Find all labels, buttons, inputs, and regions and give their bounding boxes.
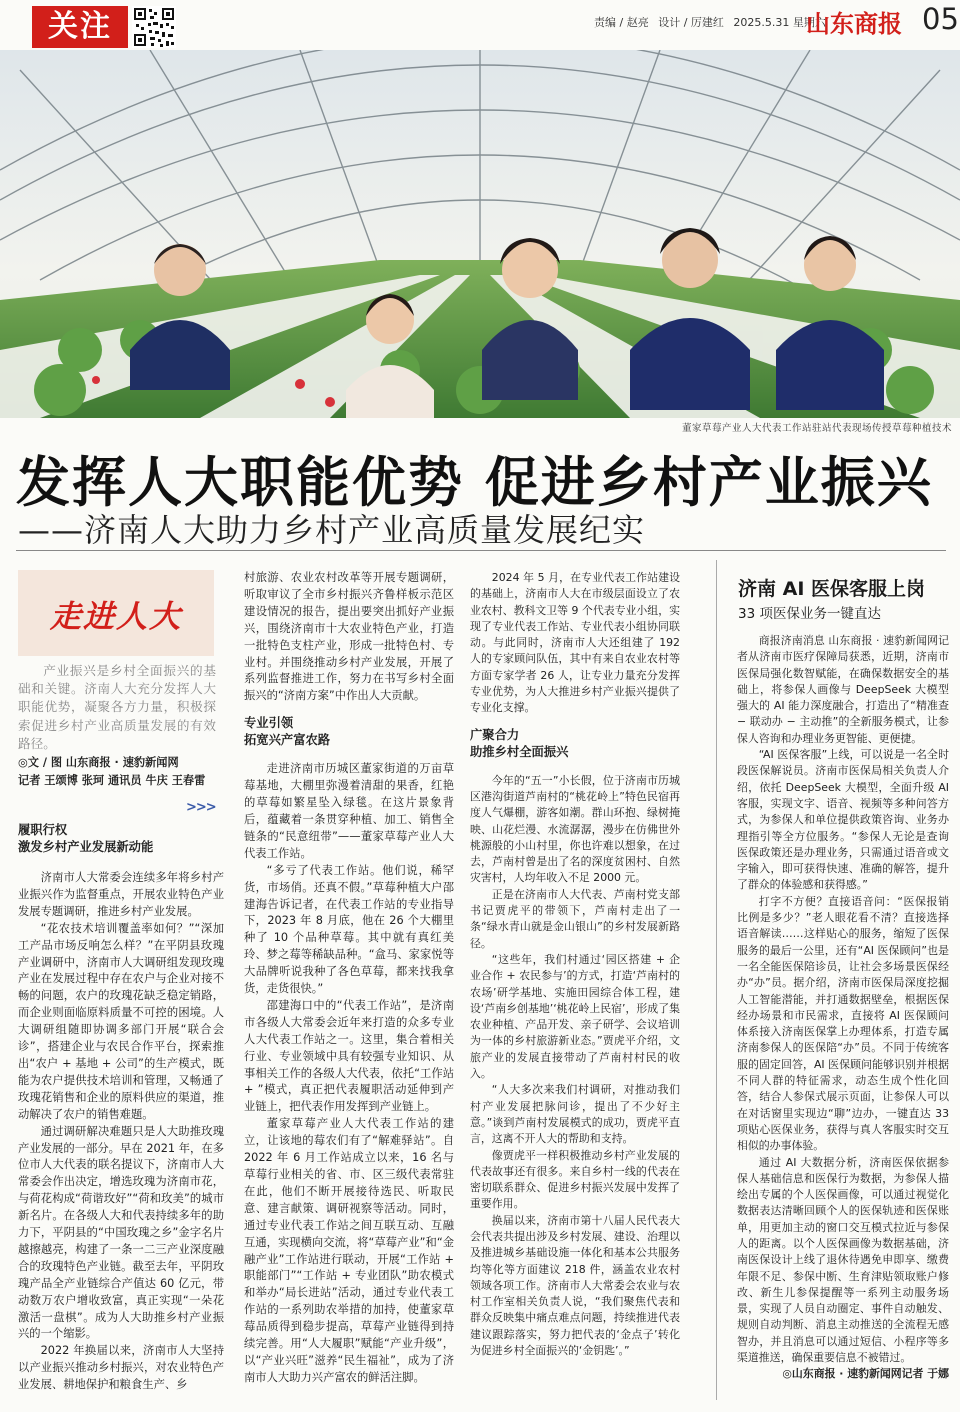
paragraph: 2024 年 5 月，在专业代表工作站建设的基础上，济南市人大在市级层面设立了农业农村、教科文卫等 9 个代表专业小组，实现了专业代表工作站、专业代表小组协同联动。与此同时，济南市人大还组建了 192 人的专家顾问队伍，其中有来自农业农村等方面专家学者 26 人，让专业力量充分发挥专业优势，为人大推进乡村产业振兴提供了专业化支撑。 — [470, 571, 680, 715]
intro-text: 产业振兴是乡村全面振兴的基础和关键。济南人大充分发挥人大职能优势，凝聚各方力量，积极探索促进乡村产业高质量发展的有效路径。 — [18, 663, 216, 751]
paragraph: 今年的“五一”小长假，位于济南市历城区港沟街道芦南村的“桃花岭上”特色民宿再度人气爆棚，游客如潮。群山环抱、绿树掩映、山花烂漫、水流潺潺，漫步在仿佛世外桃源般的小山村里，你也许难以想象，在过去，芦南村曾是出了名的深度贫困村、自然灾害村，人均年收入不足 2000 元。 — [470, 773, 680, 885]
section-3-title-b: 助推乡村全面振兴 — [470, 744, 569, 759]
article-intro — [18, 662, 216, 753]
byline-authors: 记者 王颂博 张珂 通讯员 牛庆 王春雷 — [18, 773, 206, 787]
article-column-3 — [470, 570, 680, 1359]
section-3-title-a: 广聚合力 — [470, 727, 520, 742]
paragraph: 邵建海口中的“代表工作站”，是济南市各级人大常委会近年来打造的众多专业人大代表工作站之一。这里，集合着相关行业、专业领域中具有较强专业知识、从事相关工作的各级人大代表，依托“工作站 + ”模式，真正把代表履职活动延伸到产业链上，把代表作用发挥到产业链上。 — [244, 998, 454, 1114]
paragraph: 打字不方便？直接语音问：“医保报销比例是多少？”老人眼花看不清？直接选择语音解读……这样贴心的服务，缩短了医保服务的最后一公里，还有“AI 医保顾问”也是一名全能医保陪诊员，让社会多场景医保经办“办”员。据介绍，济南市医保局深度挖掘人工智能潜能，并打通数据壁垒，根据医保经办场景和市民需求，直接将 AI 医保顾问体系接入济南医保掌上办理体系，打造专属济南参保人的医保陪“办”员。不同于传统客服的固定回答，AI 医保顾问能够识别并根据不同人群的特征需求，动态生成个性化回答，结合人参保式展示页面，让参保人可以在对话窗里实现边“聊”边办，一键直达 33 项贴心医保业务，获得与真人客服实时交互相似的办事体验。 — [737, 894, 949, 1153]
paragraph: “AI 医保客服”上线，可以说是一名全时段医保解说员。济南市医保局相关负责人介绍，依托 DeepSeek 大模型，全面升级 AI 客服，实现文字、语音、视频等多种问答方式，为参保人和单位提供政策咨询、业务办理指引等全方位服务。“参保人无论是查询医保政策还是办理业务，只需通过语音或文字输入，即可获得快速、准确的解答，提升了群众的体验感和获得感。” — [737, 748, 949, 892]
column-badge-label: 走进人大 — [50, 598, 182, 635]
greenhouse-photo — [0, 50, 960, 418]
side-article-body — [737, 633, 949, 1383]
continue-arrows-icon: >>> — [186, 800, 216, 815]
paragraph: “多亏了代表工作站。他们说，稀罕货，市场俏。还真不假。”草莓种植大户邵建海告诉记者，在代表工作站的专业指导下，2023 年 8 月底，他在 26 个大棚里种了 10 个品种草莓。其中就有真红美玲、梦之莓等稀缺品种。“盒马、家家悦等大品牌听说我种了各色草莓，都来找我拿货，走货很快。” — [244, 863, 454, 996]
divider — [16, 550, 946, 551]
paragraph: 换届以来，济南市第十八届人民代表大会代表共提出涉及乡村发展、建设、治理以及推进城乡基础设施一体化和基本公共服务均等化等方面建议 218 件，涵盖农业农村领域各项工作。济南市人大常委会农业与农村工作室相关负责人说，“我们聚焦代表和群众反映集中痛点难点问题，持续推进代表建议跟踪落实，努力把代表的‘金点子’转化为促进乡村全面振兴的‘金钥匙’。” — [470, 1213, 680, 1358]
paragraph: “人大多次来我们村调研，对推动我们村产业发展把脉问诊，提出了不少好主意。”谈到芦南村发展模式的成功，贾虎平直言，这离不开人大的帮助和支持。 — [470, 1083, 680, 1146]
subheadline: ——济南人大助力乡村产业高质量发展纪实 — [18, 511, 646, 549]
section-1-title-b: 激发乡村产业发展新动能 — [18, 840, 154, 854]
paragraph: 走进济南市历城区董家街道的万亩草莓基地，大棚里弥漫着清甜的果香，红艳的草莓如繁星坠入绿毯。在这片景象背后，蕴藏着一条贯穿种植、加工、销售全链条的“民意纽带”——董家草莓产业人大代表工作站。 — [244, 762, 454, 860]
column-badge — [18, 570, 214, 656]
side-article-signature: ◎山东商报 · 速豹新闻网记者 于娜 — [782, 1367, 949, 1381]
paper-name: 山东商报 — [806, 10, 902, 38]
page-meta — [594, 14, 832, 30]
paragraph: 济南市人大常委会连续多年将乡村产业振兴作为监督重点，开展农业特色产业发展专题调研，推进乡村产业发展。 — [18, 871, 224, 918]
byline-source: ◎文 / 图 山东商报 · 速豹新闻网 — [18, 756, 179, 769]
paragraph: 商报济南消息 山东商报 · 速豹新闻网记者从济南市医疗保障局获悉，近期，济南市医保局强化数智赋能，在确保数据安全的基础上，将参保人画像与 DeepSeek 大模型强大的 AI 能力深度融合，打造出了“精准查 − 联动办 − 主动推”的全新服务模式，让参保人咨询和办理业务更智能、更便捷。 — [737, 634, 949, 745]
paragraph: 正是在济南市人大代表、芦南村党支部书记贾虎平的带领下，芦南村走出了一条“绿水青山就是金山银山”的乡村发展新路径。 — [470, 887, 680, 950]
paragraph: 2022 年换届以来，济南市人大坚持以产业振兴推动乡村振兴，对农业特色产业发展、耕地保护和粮食生产、乡 — [18, 1344, 224, 1392]
paragraph: “这些年，我们村通过‘园区搭建 + 企业合作 + 农民参与’的方式，打造‘芦南村的农场’研学基地、实施田园综合体工程，建设‘芦南乡创基地’‘桃花岭上民宿’，形成了集农业种植、产品开发、亲子研学、会议培训为一体的乡村旅游新业态。”贾虎平介绍，文旅产业的发展直接带动了芦南村村民的收入。 — [470, 952, 680, 1081]
issue-date: 2025.5.31 星期六 — [733, 16, 826, 29]
section-tag: 关注 — [32, 6, 128, 48]
headline: 发挥人大职能优势 促进乡村产业振兴 — [16, 451, 933, 514]
section-1-title-a: 履职行权 — [18, 823, 68, 837]
section-2-title-b: 拓宽兴产富农路 — [244, 733, 331, 748]
editor-credit: 责编 / 赵亮 — [594, 16, 649, 29]
paragraph: 通过 AI 大数据分析，济南医保依据参保人基础信息和医保行为数据，为参保人描绘出专属的个人医保画像，可以通过视觉化数据表达清晰回顾个人的医保轨迹和医保账单，用更加主动的窗口交互模式拉近与参保人的距离。以个人医保画像为数据基础，济南医保设计上线了退休待遇免申即享、缴费年限不足、参保中断、生育津贴领取账户修改、新生儿参保提醒等一系列主动服务场景，实现了人员自动圈定、事件自动触发、规则自动判断、消息主动推送的全流程无感智办，并且消息可以通过短信、小程序等多渠道推送，确保重要信息不被错过。 — [737, 1155, 949, 1365]
article-column-2 — [244, 570, 454, 1387]
byline — [18, 754, 222, 789]
paragraph: 村旅游、农业农村改革等开展专题调研，听取审议了全市乡村振兴齐鲁样板示范区建设情况的报告，提出要突出抓好产业振兴，围绕济南市十大农业特色产业，打造一批特色支柱产业，形成一批特色村、专业村。并围绕推动乡村产业发展，开展了系列监督推进工作，努力在书写乡村全面振兴的“济南方案”中作出人大贡献。 — [244, 571, 454, 703]
design-credit: 设计 / 厉建红 — [658, 16, 724, 29]
page-number: 05 — [922, 2, 959, 36]
qr-code-icon — [132, 6, 176, 48]
section-2-title-a: 专业引领 — [244, 716, 294, 731]
paragraph: “花农技术培训覆盖率如何？”“深加工产品市场反响怎么样？”在平阴县玫瑰产业调研中，济南市人大调研组发现玫瑰产业在发展过程中存在农户与企业对接不畅的问题，农户的玫瑰花缺乏稳定销路，而企业则面临原料质量不可控的困境。人大调研组随即协调多部门开展“联合会诊”，搭建企业与农民合作平台，探索推出“农户 + 基地 + 公司”的生产模式，既能为农户提供技术培训和管理，又畅通了玫瑰花销售和企业的原料供应的渠道，推动解决了农户的销售难题。 — [18, 921, 224, 1121]
column-divider — [716, 560, 717, 1400]
photo-caption: 董家草莓产业人大代表工作站驻站代表现场传授草莓种植技术 — [681, 423, 952, 434]
side-article-subtitle: 33 项医保业务一键直达 — [738, 606, 881, 622]
paragraph: 像贾虎平一样积极推动乡村产业发展的代表故事还有很多。来自乡村一线的代表在密切联系群众、促进乡村振兴发展中发挥了重要作用。 — [470, 1148, 680, 1211]
paragraph: 通过调研解决难题只是人大助推玫瑰产业发展的一部分。早在 2021 年，在多位市人大代表的联名提议下，济南市人大常委会作出决定，增选玫瑰为济南市花，与荷花构成“荷谐玫好”“荷和玫美”的城市新名片。在各级人大和代表持续多年的助力下，平阴县的“中国玫瑰之乡”金字名片越擦越亮，构建了一条一二三产业深度融合的玫瑰特色产业链。截至去年，平阴玫瑰产品全产业链综合产值达 60 亿元，带动数万农户增收致富，真正实现“一朵花激活一盘棋”。成为人大助推乡村产业振兴的一个缩影。 — [18, 1124, 224, 1341]
side-article-title: 济南 AI 医保客服上岗 — [738, 578, 926, 600]
paragraph: 董家草莓产业人大代表工作站的建立，让该地的莓农们有了“解难驿站”。自 2022 年 6 月工作站成立以来，16 名与草莓行业相关的省、市、区三级代表常驻在此，他们不断开展接待选民、听取民意、建言献策、调研视察等活动。同时，通过专业代表工作站之间互联互动、互融互通，实现横向交流，将“草莓产业”和“金融产业”工作站进行联动，开展“工作站 + 职能部门”“工作站 + 专业团队”助农模式和举办“局长进站”活动，通过专业代表工作站的一系列助农举措的加持，使董家草莓品质得到稳步提高，草莓产业链得到持续完善。用“人大履职”赋能“产业升级”，以“产业兴旺”滋养“民生福祉”，成为了济南市人大助力兴产富农的鲜活注脚。 — [244, 1117, 454, 1384]
article-column-1 — [18, 822, 224, 1394]
